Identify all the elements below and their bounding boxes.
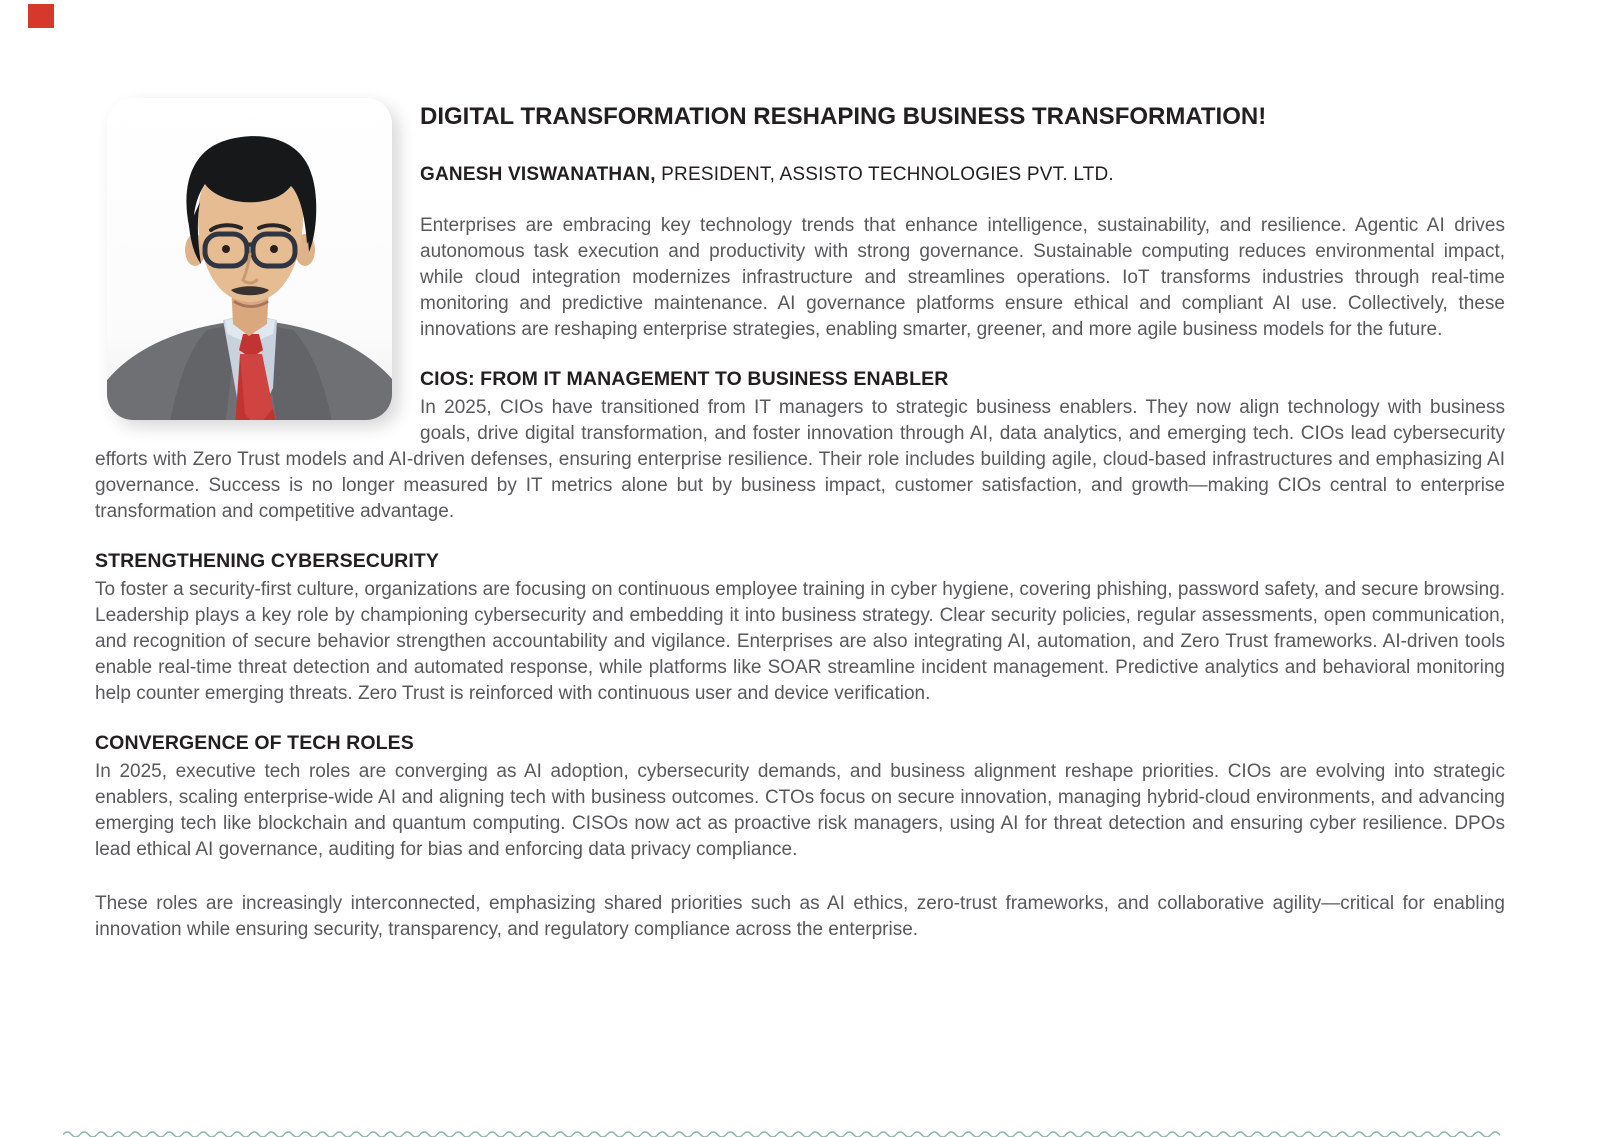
section-body-cios: In 2025, CIOs have transitioned from IT managers to strategic business enablers. They now align technology with business goals, drive digital transformation, and foster innovation through AI, data analytics, and emerging tech. CIOs lead cybersecurity efforts with Zero Trust models and AI-driven defenses, ensuring enterprise resilience. Their role includes building agile, cloud-based infrastructures and emphasizing AI governance. Success is no longer measured by IT metrics alone but by business impact, customer satisfaction, and growth—making CIOs central to enterprise transformation and competitive advantage. [95,397,1505,522]
section-body-tech-roles-2: These roles are increasingly interconnected, emphasizing shared priorities such as AI ethics, zero-trust frameworks, and collaborative agility—critical for enabling innovation while ensuring security, transparency, and regulatory compliance across the enterprise. [95,893,1505,940]
section-heading-cybersecurity: STRENGTHENING CYBERSECURITY [95,550,439,572]
author-role: PRESIDENT, ASSISTO TECHNOLOGIES PVT. LTD. [661,164,1114,185]
section-heading-cios: CIOS: FROM IT MANAGEMENT TO BUSINESS ENABLER [420,368,949,390]
author-photo [107,98,392,420]
author-name: GANESH VISWANATHAN, [420,164,656,185]
section-body-cybersecurity: To foster a security-first culture, organizations are focusing on continuous employee training in cyber hygiene, covering phishing, password safety, and secure browsing. Leadership plays a key role by championing cybersecurity and embedding it into business strategy. Clear security policies, regular assessments, open communication, and recognition of secure behavior strengthen accountability and vigilance. Enterprises are also integrating AI, automation, and Zero Trust frameworks. AI-driven tools enable real-time threat detection and automated response, while platforms like SOAR streamline incident management. Predictive analytics and behavioral monitoring help counter emerging threats. Zero Trust is reinforced with continuous user and device verification. [95,579,1505,704]
intro-paragraph: Enterprises are embracing key technology trends that enhance intelligence, sustainability, and resilience. Agentic AI drives autonomous task execution and productivity with strong governance. Sustainable computing reduces environmental impact, while cloud integration modernizes infrastructure and streamlines operations. IoT transforms industries through real-time monitoring and predictive maintenance. AI governance platforms ensure ethical and compliant AI use. Collectively, these innovations are reshaping enterprise strategies, enabling smarter, greener, and more agile business models for the future. [420,215,1505,340]
section-body-tech-roles: In 2025, executive tech roles are converging as AI adoption, cybersecurity demands, and business alignment reshape priorities. CIOs are evolving into strategic enablers, scaling enterprise-wide AI and aligning tech with business outcomes. CTOs focus on secure innovation, managing hybrid-cloud environments, and advancing emerging tech like blockchain and quantum computing. CISOs now act as proactive risk managers, using AI for threat detection and ensuring cyber resilience. DPOs lead ethical AI governance, auditing for bias and enforcing data privacy compliance. [95,761,1505,860]
wave-divider [63,1124,1500,1134]
page-title: DIGITAL TRANSFORMATION RESHAPING BUSINESS TRANSFORMATION! [420,103,1267,130]
author-portrait-illustration [107,98,392,420]
section-heading-tech-roles: CONVERGENCE OF TECH ROLES [95,732,414,754]
